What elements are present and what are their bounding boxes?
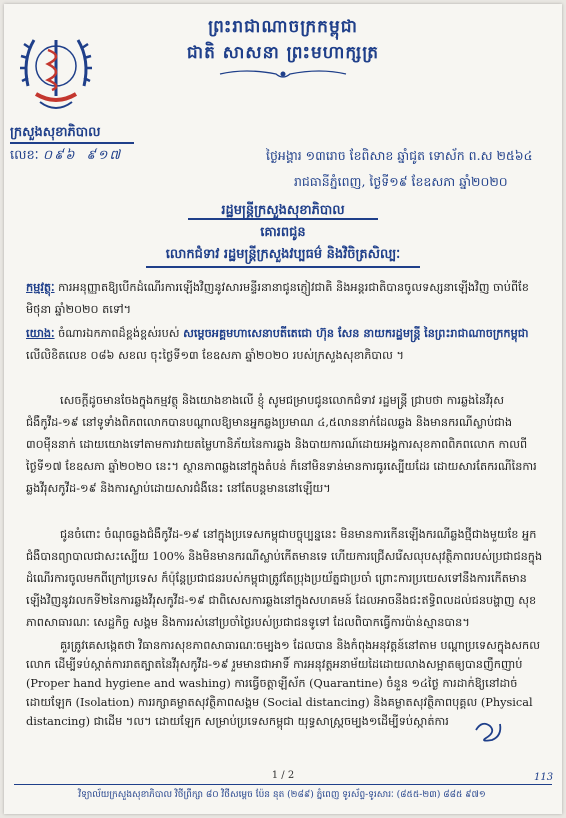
respect-line: គោរពជូន <box>260 225 306 240</box>
body-paragraph-3: គួរត្រូវគេសង្កេតថា វិធានការសុខភាពសាធារណៈចម្បង១ ដែលបាន និងកំពុងអនុវត្តន៍នៅតាម បណ្តាប្រទេសក្នុងសកលលោក ដើម្បីទប់ស្កាត់ការរាតត្បាតនៃវីរុសកូវីដ-១៩ រួមមានជាអាទិ៍ ការអនុវត្តអនាម័យដៃដោយលាងសម្អាតឲ្យបានញឹកញាប់ (Proper hand hygiene and washing) ការធ្វើចត្តាឡីស័ក (Quarantine) ចំនួន ១៤ថ្ងៃ ការដាក់ឱ្យនៅដាច់ដោយឡែក (Isolation) ការរក្សាគម្លាតសុវត្ថិភាពសង្គម (Social distancing) និងគម្លាតសុវត្ថិភាពបុគ្គល (Physical distancing) ជាដើម ។ល។ ដោយឡែក សម្រាប់ប្រទេសកម្ពុជា យុទ្ធសាស្ត្រចម្បង១ដើម្បីទប់ស្កាត់ការ <box>26 639 540 728</box>
ministry-emblem-icon <box>18 26 94 122</box>
reference-number <box>10 147 122 166</box>
lunar-date: ថ្ងៃអង្គារ ១៣រោច ខែពិសាខ ឆ្នាំជូត ទោស័ក ព.ស ២៥៦៤ <box>266 148 533 163</box>
reference-rest: លើលិខិតលេខ ០៨៦ សខល ចុះថ្ងៃទី១៣ ខែឧសភា ឆ្នាំ២០២០ របស់ក្រសួងសុខាភិបាល ។ <box>26 349 404 362</box>
reference-block <box>26 322 546 367</box>
handwritten-initial-icon <box>472 716 506 746</box>
body-paragraph-1: សេចក្តីដូចមានចែងក្នុងកម្មវត្ថុ និងយោងខាងលើ ខ្ញុំ សូមជម្រាបជូនលោកជំទាវ រដ្ឋមន្ត្រី ជ្រាបថា ការឆ្លងនៃវីរុសជំងឺកូវីដ-១៩ នៅទូទាំងពិភពលោកបានបណ្តាលឱ្យមានអ្នកឆ្លងប្រមាណ ៤,៥លាននាក់ដែលឆ្លង និងមានករណីស្លាប់ជាង ៣០ម៉ឺននាក់ ដោយយោងទៅតាមការវាយតម្លៃហានិភ័យនៃការឆ្លង និងបាយការណ៍ដោយអង្គការសុខភាពពិភពលោក កាលពីថ្ងៃទី១៧ ខែឧសភា ឆ្នាំ២០២០ នេះ។ ស្ថានភាពឆ្លងនៅក្នុងតំបន់ ក៏នៅមិនទាន់មានការធូរស្បើយដែរ ដោយសារតែករណីនៃការឆ្លងវីរុសកូវីដ-១៩ និងការស្លាប់ដោយសារជំងឺនេះ នៅតែបន្តមាននៅឡើយ។ <box>26 394 537 495</box>
page-number: 1 / 2 <box>271 770 295 781</box>
document-page <box>4 4 562 814</box>
body-paragraph-2: ជូនចំពោះ ចំណុចឆ្លងជំងឺកូវីដ-១៩ នៅក្នុងប្រទេសកម្ពុជាបច្ចុប្បន្ននេះ មិនមានការកើនឡើងករណីឆ្លងថ្មីជាងមួយខែ អ្នកជំងឺបានព្យាបាលជាសះស្បើយ 100% និងមិនមានករណីស្លាប់កើតមានទេ ហើយការជ្រើសរើសលុបសុវត្ថិភាពរបស់ប្រជាជនក្នុងដំណើរការចូលមកពីក្រៅប្រទេស ក៏ប៉ុន្តែប្រជាជនរបស់កម្ពុជាត្រូវតែប្រុងប្រយ័ត្នជាប្រចាំ ព្រោះការប្រយេសទៅនឹងការកើតមានឡើងវិញនូវរលកទី២នៃការឆ្លងវីរុសកូវីដ-១៩ ជាពិសេសការឆ្លងនៅក្នុងសហគមន៍ ដែលអាចនឹងជះឥទ្ធិពលដល់ជនបង្ហាញ សុខភាពសាធារណៈ សេដ្ឋកិច្ច សង្គម និងការរស់នៅប្រចាំថ្ងៃរបស់ប្រជាជនទូទៅ ដែលពិបាកធ្វើការប៉ាន់ស្មានបាន។ <box>26 528 543 629</box>
sender-title-underline <box>188 218 378 220</box>
subject-text: ការអនុញ្ញាតឱ្យបើកដំណើរការឡើងវិញនូវសារមន្ទីរនានាជូនភ្ញៀវជាតិ និងអន្តរជាតិបានចូលទស្សនាឡើងវិញ ចាប់ពីខែមិថុនា ឆ្នាំ២០២០ តទៅ។ <box>26 281 529 316</box>
motto-heading: ជាតិ សាសនា ព្រះមហាក្សត្រ <box>186 43 380 63</box>
solar-date: រាជធានីភ្នំពេញ, ថ្ងៃទី១៩ ខែឧសភា ឆ្នាំ២០២០ <box>294 174 508 189</box>
reference-name: សម្តេចអគ្គមហាសេនាបតីតេជោ ហ៊ុន សែន នាយករដ្ឋមន្ត្រី <box>183 326 421 340</box>
reference-label: យោងៈ <box>26 326 55 340</box>
kingdom-heading: ព្រះរាជាណាចក្រកម្ពុជា <box>208 17 358 37</box>
recipient-underline <box>146 266 420 268</box>
footer-address: វិទ្យាល័យក្រសួងសុខាភិបាល វិថីព្រឹក្សា ៨០ វិថីសម្តេច ប៉ែន នុត (២៨៩) ភ្នំពេញ ទូរស័ព្ទ-ទូរសារៈ (៨៥៥-២៣) ៨៨៥ ៩៧១ <box>78 790 486 800</box>
recipient-title: លោកជំទាវ រដ្ឋមន្ត្រីក្រសួងវប្បធម៌ និងវិចិត្រសិល្បៈ <box>165 247 401 262</box>
ministry-name: ក្រសួងសុខាភិបាល <box>10 125 101 140</box>
reference-number-value: ០៩៦ ៩១៧ <box>42 148 123 163</box>
subject-label: កម្មវត្ថុៈ <box>26 280 55 294</box>
ornament-divider-icon <box>216 66 350 82</box>
footer-divider <box>14 784 552 785</box>
reference-lead: ចំណារឯកភាពដ៏ខ្ពង់ខ្ពស់របស់ <box>58 327 180 340</box>
subject-block <box>26 276 546 321</box>
sender-title: រដ្ឋមន្ត្រីក្រសួងសុខាភិបាល <box>221 203 345 218</box>
reference-number-label: លេខៈ <box>10 148 39 163</box>
corner-mark: 113 <box>534 772 554 783</box>
reference-tail: នៃព្រះរាជាណាចក្រកម្ពុជា <box>424 326 529 340</box>
ministry-underline <box>10 142 134 144</box>
